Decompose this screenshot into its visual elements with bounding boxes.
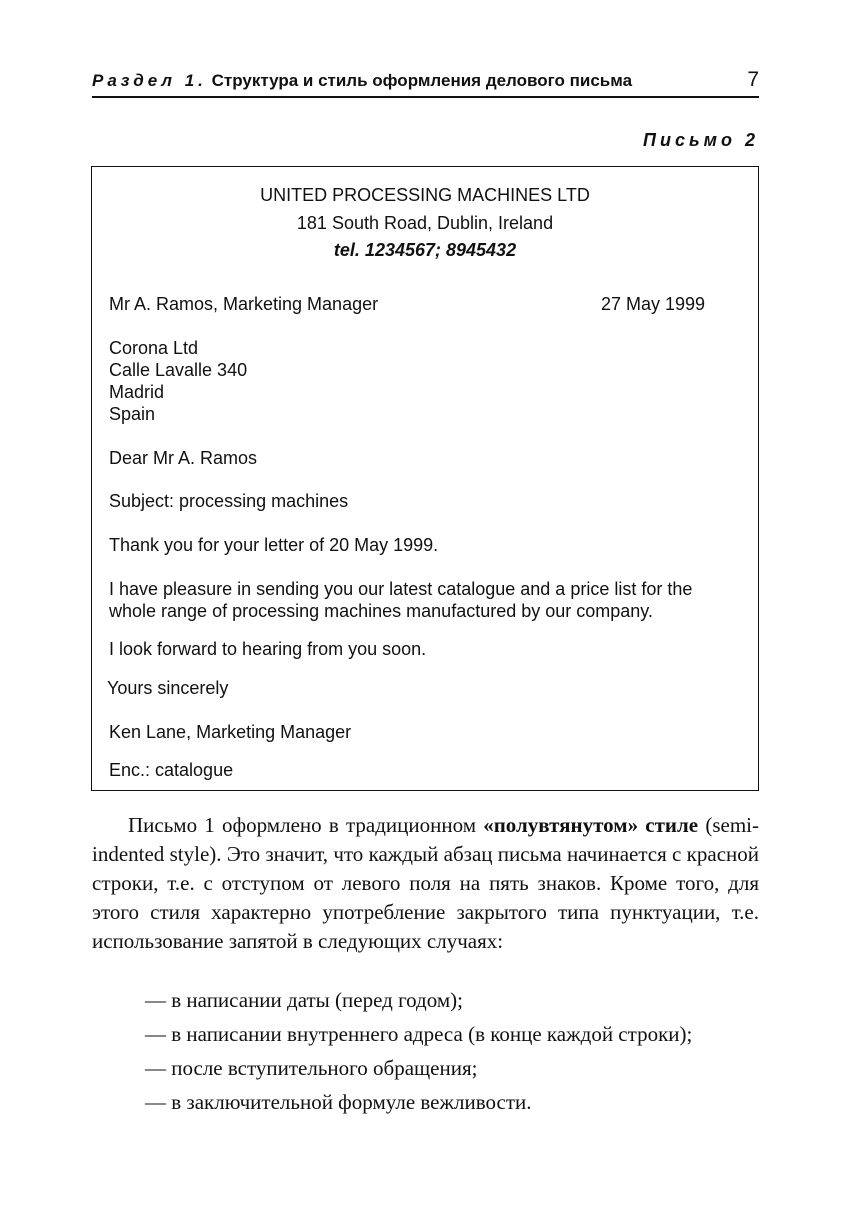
inside-address-line: Spain: [109, 404, 156, 424]
commentary-emphasis: «полувтянутом» стиле: [483, 813, 699, 837]
list-item: — в написании внутреннего адреса (в конце каждой строки);: [145, 1022, 693, 1046]
commentary: [92, 811, 759, 956]
page-number: 7: [747, 68, 759, 91]
company-address: 181 South Road, Dublin, Ireland: [296, 213, 554, 233]
letter-caption: Письмо 2: [643, 130, 759, 150]
inside-address-line: Madrid: [109, 382, 165, 402]
company-tel: tel. 1234567; 8945432: [333, 240, 517, 260]
section-heading: [92, 71, 632, 91]
list-item: — в написании даты (перед годом);: [145, 988, 463, 1012]
commentary-paragraph: [92, 811, 759, 956]
list-item: — в заключительной формуле вежливости.: [145, 1090, 532, 1114]
section-label: Раздел 1.: [92, 71, 207, 90]
inside-address-line: Calle Lavalle 340: [109, 360, 248, 380]
bullet-list: [145, 985, 765, 1121]
salutation: Dear Mr A. Ramos: [109, 448, 258, 468]
body-paragraph: whole range of processing machines manufactured by our company.: [109, 601, 653, 621]
letter-box: [91, 166, 759, 791]
commentary-rest: (semi-indented style). Это значит, что каждый абзац письма начинается с красной строки, т.е. с отступом от левого поля на пять знаков. Кроме того, для этого стиля характерно употребление закрытого типа пунктуации, т.е. использование запятой в следующих случаях:: [92, 813, 759, 953]
running-head: [92, 66, 759, 98]
inside-address-line: Corona Ltd: [109, 338, 199, 358]
subject-line: Subject: processing machines: [109, 491, 349, 511]
company-name: UNITED PROCESSING MACHINES LTD: [260, 185, 590, 205]
signature: Ken Lane, Marketing Manager: [109, 722, 352, 742]
body-paragraph: I look forward to hearing from you soon.: [109, 639, 427, 659]
list-item: — после вступительного обращения;: [145, 1056, 478, 1080]
commentary-intro: Письмо 1 оформлено в традиционном: [128, 813, 484, 837]
letter-date: 27 May 1999: [601, 294, 706, 314]
body-paragraph: I have pleasure in sending you our latest catalogue and a price list for the: [109, 579, 693, 599]
closing: Yours sincerely: [107, 678, 229, 698]
body-paragraph: Thank you for your letter of 20 May 1999.: [109, 535, 439, 555]
section-title: Структура и стиль оформления делового письма: [211, 71, 633, 90]
recipient-name: Mr A. Ramos, Marketing Manager: [109, 294, 379, 314]
enclosure: Enc.: catalogue: [109, 760, 234, 780]
